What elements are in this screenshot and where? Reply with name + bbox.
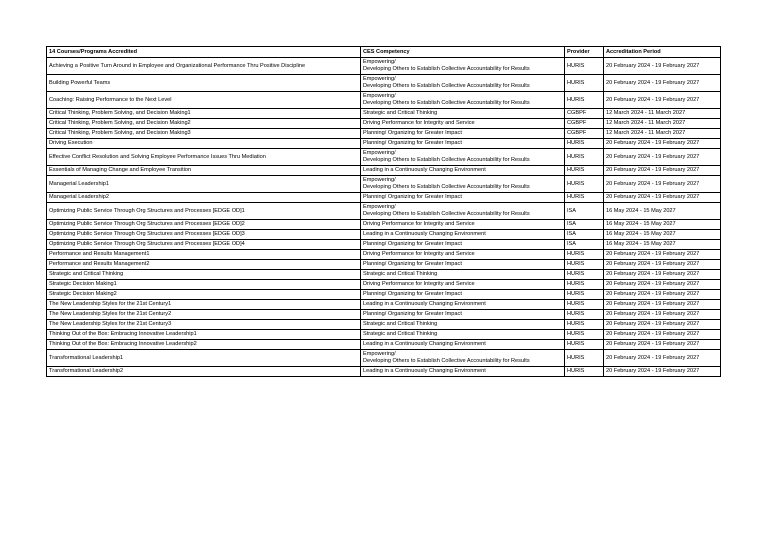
competency-line: Developing Others to Establish Collective Accountability for Results: [363, 211, 530, 217]
header-course: 14 Courses/Programs Accredited: [47, 47, 361, 58]
course-cell: Strategic Decision Making1: [47, 280, 361, 290]
provider-cell: HURIS: [565, 250, 604, 260]
course-cell: Managerial Leadership1: [47, 176, 361, 193]
table-row: [47, 149, 721, 166]
provider-cell: HURIS: [565, 280, 604, 290]
provider-cell: CGBPF: [565, 109, 604, 119]
provider-cell: HURIS: [565, 367, 604, 377]
competency-cell: [361, 129, 565, 139]
provider-cell: HURIS: [565, 75, 604, 92]
course-cell: Transformational Leadership1: [47, 350, 361, 367]
table-row: [47, 290, 721, 300]
table-row: [47, 300, 721, 310]
table-row: [47, 220, 721, 230]
table-row: [47, 193, 721, 203]
competency-line: Leading in a Continuously Changing Environment: [363, 167, 486, 173]
course-cell: Effective Conflict Resolution and Solving Employee Performance Issues Thru Mediation: [47, 149, 361, 166]
provider-cell: HURIS: [565, 260, 604, 270]
competency-cell: [361, 230, 565, 240]
competency-line: Developing Others to Establish Collective Accountability for Results: [363, 66, 530, 72]
competency-cell: [361, 290, 565, 300]
competency-line: Driving Performance for Integrity and Service: [363, 281, 475, 287]
table-row: [47, 119, 721, 129]
table-row: [47, 350, 721, 367]
provider-cell: ISA: [565, 203, 604, 220]
course-cell: Strategic Decision Making2: [47, 290, 361, 300]
competency-cell: [361, 220, 565, 230]
competency-line: Empowering/: [363, 351, 396, 357]
competency-line: Leading in a Continuously Changing Environment: [363, 301, 486, 307]
table-row: [47, 176, 721, 193]
provider-cell: HURIS: [565, 350, 604, 367]
table-row: [47, 270, 721, 280]
competency-cell: [361, 350, 565, 367]
provider-cell: HURIS: [565, 330, 604, 340]
course-cell: Optimizing Public Service Through Org Structures and Processes [EDGE OD]3: [47, 230, 361, 240]
course-cell: The New Leadership Styles for the 21st Century3: [47, 320, 361, 330]
competency-line: Developing Others to Establish Collective Accountability for Results: [363, 184, 530, 190]
competency-line: Planning/ Organizing for Greater Impact: [363, 261, 462, 267]
provider-cell: CGBPF: [565, 129, 604, 139]
course-cell: Thinking Out of the Box: Embracing Innovative Leadership2: [47, 340, 361, 350]
course-cell: Achieving a Positive Turn Around in Employee and Organizational Performance Thru Positive Discipline: [47, 58, 361, 75]
period-cell: 12 March 2024 - 11 March 2027: [604, 119, 721, 129]
table-row: [47, 129, 721, 139]
period-cell: 20 February 2024 - 19 February 2027: [604, 350, 721, 367]
competency-line: Planning/ Organizing for Greater Impact: [363, 130, 462, 136]
competency-cell: [361, 310, 565, 320]
period-cell: 20 February 2024 - 19 February 2027: [604, 193, 721, 203]
competency-line: Leading in a Continuously Changing Environment: [363, 368, 486, 374]
period-cell: 20 February 2024 - 19 February 2027: [604, 260, 721, 270]
course-cell: Driving Execution: [47, 139, 361, 149]
course-cell: Coaching: Raising Performance to the Next Level: [47, 92, 361, 109]
table-row: [47, 250, 721, 260]
header-period: Accreditation Period: [604, 47, 721, 58]
competency-line: Empowering/: [363, 204, 396, 210]
competency-cell: [361, 176, 565, 193]
competency-cell: [361, 149, 565, 166]
period-cell: 16 May 2024 - 15 May 2027: [604, 240, 721, 250]
competency-cell: [361, 240, 565, 250]
provider-cell: ISA: [565, 240, 604, 250]
header-row: [47, 47, 721, 58]
table-row: [47, 310, 721, 320]
table-row: [47, 75, 721, 92]
competency-cell: [361, 260, 565, 270]
competency-cell: [361, 109, 565, 119]
competency-line: Empowering/: [363, 150, 396, 156]
period-cell: 12 March 2024 - 11 March 2027: [604, 129, 721, 139]
competency-line: Empowering/: [363, 76, 396, 82]
competency-cell: [361, 330, 565, 340]
period-cell: 16 May 2024 - 15 May 2027: [604, 203, 721, 220]
course-cell: Managerial Leadership2: [47, 193, 361, 203]
provider-cell: ISA: [565, 230, 604, 240]
competency-cell: [361, 166, 565, 176]
course-cell: Essentials of Managing Change and Employee Transition: [47, 166, 361, 176]
competency-line: Strategic and Critical Thinking: [363, 110, 438, 116]
table-row: [47, 109, 721, 119]
table-row: [47, 340, 721, 350]
table-body: [47, 58, 721, 377]
competency-line: Strategic and Critical Thinking: [363, 331, 438, 337]
course-cell: Critical Thinking, Problem Solving, and Decision Making2: [47, 119, 361, 129]
header-provider: Provider: [565, 47, 604, 58]
competency-cell: [361, 75, 565, 92]
table-row: [47, 280, 721, 290]
period-cell: 20 February 2024 - 19 February 2027: [604, 166, 721, 176]
course-cell: The New Leadership Styles for the 21st Century2: [47, 310, 361, 320]
competency-cell: [361, 92, 565, 109]
competency-line: Planning/ Organizing for Greater Impact: [363, 194, 462, 200]
competency-cell: [361, 119, 565, 129]
period-cell: 20 February 2024 - 19 February 2027: [604, 330, 721, 340]
competency-line: Empowering/: [363, 59, 396, 65]
competency-line: Planning/ Organizing for Greater Impact: [363, 241, 462, 247]
course-cell: Optimizing Public Service Through Org Structures and Processes [EDGE OD]4: [47, 240, 361, 250]
competency-line: Driving Performance for Integrity and Service: [363, 251, 475, 257]
course-cell: Performance and Results Management2: [47, 260, 361, 270]
competency-line: Developing Others to Establish Collective Accountability for Results: [363, 83, 530, 89]
competency-line: Leading in a Continuously Changing Environment: [363, 231, 486, 237]
provider-cell: HURIS: [565, 139, 604, 149]
competency-line: Empowering/: [363, 177, 396, 183]
table-row: [47, 203, 721, 220]
table-row: [47, 330, 721, 340]
course-cell: Strategic and Critical Thinking: [47, 270, 361, 280]
period-cell: 20 February 2024 - 19 February 2027: [604, 139, 721, 149]
provider-cell: HURIS: [565, 176, 604, 193]
period-cell: 20 February 2024 - 19 February 2027: [604, 280, 721, 290]
course-cell: Performance and Results Management1: [47, 250, 361, 260]
competency-cell: [361, 58, 565, 75]
period-cell: 20 February 2024 - 19 February 2027: [604, 310, 721, 320]
provider-cell: CGBPF: [565, 119, 604, 129]
provider-cell: HURIS: [565, 290, 604, 300]
competency-line: Strategic and Critical Thinking: [363, 271, 438, 277]
table-row: [47, 92, 721, 109]
provider-cell: HURIS: [565, 310, 604, 320]
course-cell: Critical Thinking, Problem Solving, and Decision Making1: [47, 109, 361, 119]
competency-line: Planning/ Organizing for Greater Impact: [363, 311, 462, 317]
period-cell: 20 February 2024 - 19 February 2027: [604, 367, 721, 377]
course-cell: Building Powerful Teams: [47, 75, 361, 92]
period-cell: 20 February 2024 - 19 February 2027: [604, 340, 721, 350]
competency-cell: [361, 139, 565, 149]
table-row: [47, 230, 721, 240]
period-cell: 20 February 2024 - 19 February 2027: [604, 176, 721, 193]
competency-cell: [361, 367, 565, 377]
competency-line: Planning/ Organizing for Greater Impact: [363, 291, 462, 297]
provider-cell: HURIS: [565, 270, 604, 280]
period-cell: 20 February 2024 - 19 February 2027: [604, 250, 721, 260]
period-cell: 20 February 2024 - 19 February 2027: [604, 149, 721, 166]
provider-cell: HURIS: [565, 149, 604, 166]
provider-cell: HURIS: [565, 340, 604, 350]
provider-cell: HURIS: [565, 300, 604, 310]
course-cell: Optimizing Public Service Through Org Structures and Processes [EDGE OD]1: [47, 203, 361, 220]
competency-line: Leading in a Continuously Changing Environment: [363, 341, 486, 347]
course-cell: Optimizing Public Service Through Org Structures and Processes [EDGE OD]2: [47, 220, 361, 230]
course-cell: Thinking Out of the Box: Embracing Innovative Leadership1: [47, 330, 361, 340]
competency-line: Planning/ Organizing for Greater Impact: [363, 140, 462, 146]
period-cell: 20 February 2024 - 19 February 2027: [604, 75, 721, 92]
table-row: [47, 58, 721, 75]
period-cell: 20 February 2024 - 19 February 2027: [604, 290, 721, 300]
provider-cell: HURIS: [565, 166, 604, 176]
period-cell: 16 May 2024 - 15 May 2027: [604, 230, 721, 240]
header-competency: CES Competency: [361, 47, 565, 58]
accreditation-table: [46, 46, 721, 377]
table-row: [47, 166, 721, 176]
competency-cell: [361, 193, 565, 203]
course-cell: The New Leadership Styles for the 21st Century1: [47, 300, 361, 310]
provider-cell: HURIS: [565, 320, 604, 330]
period-cell: 20 February 2024 - 19 February 2027: [604, 320, 721, 330]
course-cell: Transformational Leadership2: [47, 367, 361, 377]
competency-cell: [361, 320, 565, 330]
competency-cell: [361, 203, 565, 220]
competency-line: Driving Performance for Integrity and Service: [363, 221, 475, 227]
period-cell: 20 February 2024 - 19 February 2027: [604, 300, 721, 310]
competency-line: Developing Others to Establish Collective Accountability for Results: [363, 157, 530, 163]
competency-cell: [361, 250, 565, 260]
course-cell: Critical Thinking, Problem Solving, and Decision Making3: [47, 129, 361, 139]
competency-line: Empowering/: [363, 93, 396, 99]
table-row: [47, 320, 721, 330]
period-cell: 16 May 2024 - 15 May 2027: [604, 220, 721, 230]
competency-cell: [361, 270, 565, 280]
provider-cell: HURIS: [565, 193, 604, 203]
period-cell: 20 February 2024 - 19 February 2027: [604, 270, 721, 280]
provider-cell: ISA: [565, 220, 604, 230]
competency-cell: [361, 300, 565, 310]
competency-cell: [361, 280, 565, 290]
competency-line: Strategic and Critical Thinking: [363, 321, 438, 327]
provider-cell: HURIS: [565, 92, 604, 109]
period-cell: 20 February 2024 - 19 February 2027: [604, 58, 721, 75]
period-cell: 20 February 2024 - 19 February 2027: [604, 92, 721, 109]
provider-cell: HURIS: [565, 58, 604, 75]
competency-cell: [361, 340, 565, 350]
competency-line: Driving Performance for Integrity and Service: [363, 120, 475, 126]
competency-line: Developing Others to Establish Collective Accountability for Results: [363, 358, 530, 364]
period-cell: 12 March 2024 - 11 March 2027: [604, 109, 721, 119]
competency-line: Developing Others to Establish Collective Accountability for Results: [363, 100, 530, 106]
table-row: [47, 260, 721, 270]
table-row: [47, 367, 721, 377]
table-row: [47, 240, 721, 250]
table-row: [47, 139, 721, 149]
